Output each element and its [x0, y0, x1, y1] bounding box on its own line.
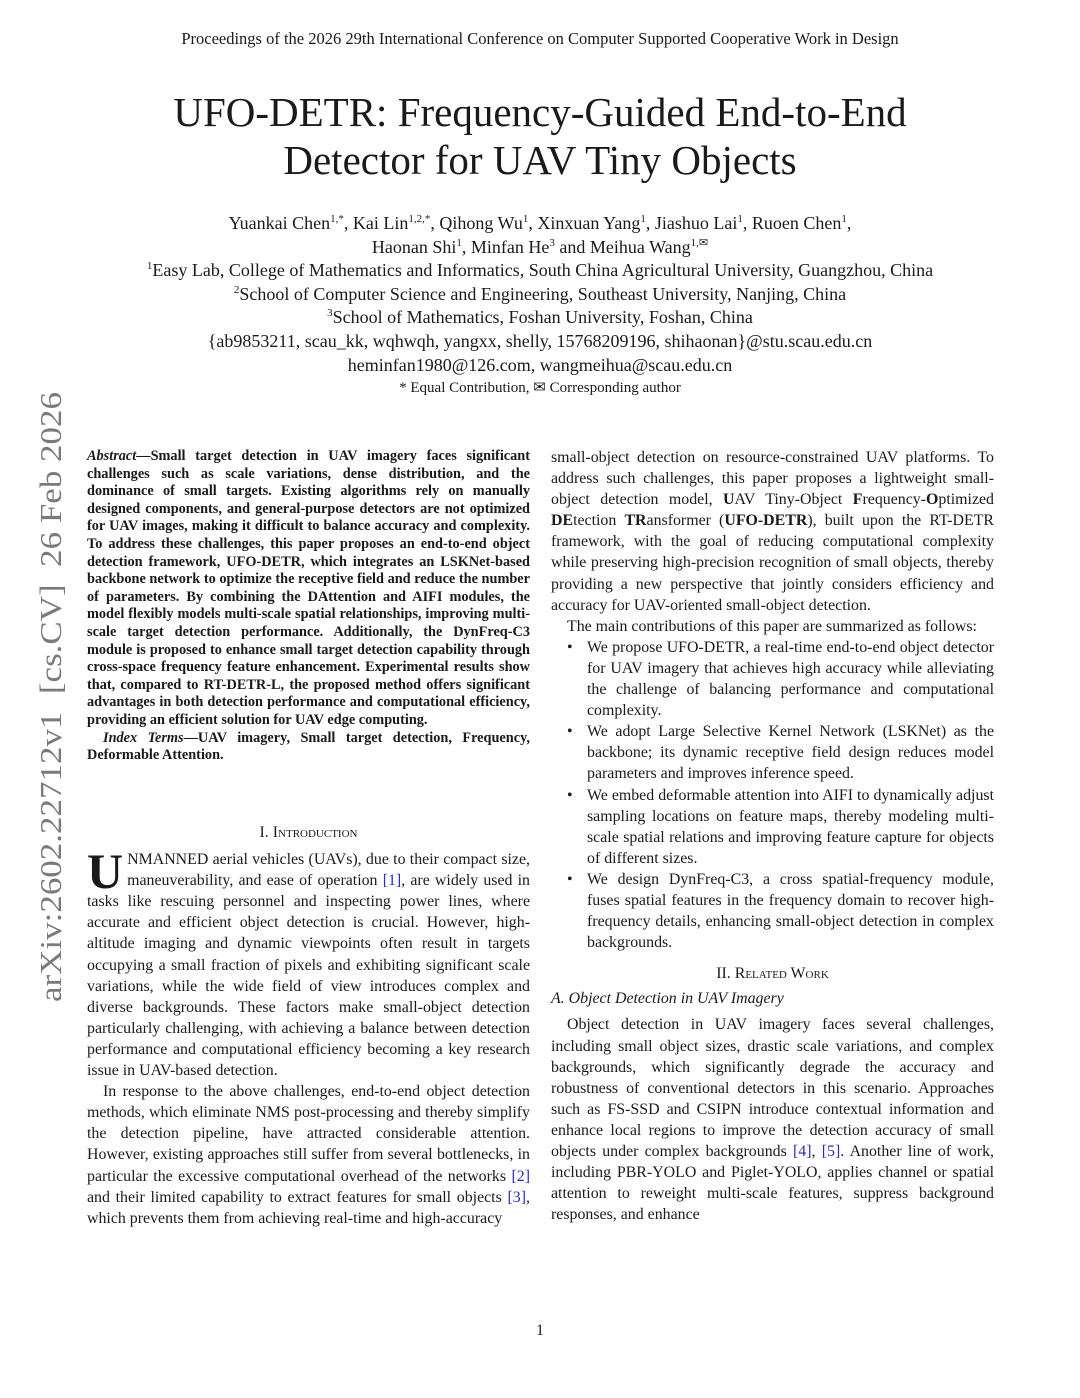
intro-paragraph-1: UNMANNED aerial vehicles (UAVs), due to their compact size, maneuverability, and ease of operation [1], are widely used in tasks like rescuing personnel and inspecting power lines, where accurate and efficient object detection is crucial. However, high-altitude imaging and dynamic viewpoints often result in targets occupying a small fraction of pixels and exhibiting significant scale variations, while the wide field of view introduces complex and diverse backgrounds. These factors make small-object detection particularly challenging, with achieving a balance between detection performance and computational efficiency becoming a key research issue in UAV-based detection. — [87, 843, 531, 1080]
author-line-1: Yuankai Chen$^{1,*}$, Kai Lin$^{1,2,*}$, Qihong Wu$^1$, Xinxuan Yang$^1$, Jiashuo Lai$^1$, Ruoen Chen$^1$, — [228, 213, 852, 233]
bullet-icon: • — [567, 870, 573, 888]
author-name: Xinxuan Yang — [537, 213, 641, 233]
author-sup: 3 — [549, 236, 555, 249]
bullet-icon: • — [567, 723, 573, 741]
arxiv-identifier: arXiv:2602.22712v1 [cs.CV] 26 Feb 2026 — [33, 461, 68, 1002]
contribution-note: * Equal Contribution, ✉ Corresponding author — [399, 380, 681, 397]
arxiv-sidebar — [30, 390, 70, 1010]
index-terms-label: Index Terms — [103, 729, 184, 746]
email-line: {ab9853211, scau_kk, wqhwqh, yangxx, shelly, 15768209196, shihaonan}@stu.scau.edu.cn — [207, 330, 873, 351]
author-sup: 1,2,* — [408, 213, 431, 225]
abstract-label: Abstract — [87, 448, 137, 464]
author-name: Haonan Shi — [371, 236, 457, 257]
list-item: • We adopt Large Selective Kernel Network (LSKNet) as the backbone; its dynamic receptive field design reduces model parameters and improves inference speed. — [567, 723, 994, 783]
citation-link[interactable]: [1] — [382, 872, 402, 890]
author-sup: 1 — [640, 213, 646, 225]
index-terms-text: —UAV imagery, Small target detection, Frequency, Deformable Attention. — [87, 729, 531, 764]
right-column — [551, 447, 994, 1225]
bullet-icon: • — [567, 638, 573, 656]
list-item: • We embed deformable attention into AIFI to dynamically adjust sampling locations on feature maps, thereby modeling multi-scale spatial relations and improving feature capture for objects of different sizes. — [567, 786, 994, 867]
abstract — [87, 448, 530, 765]
affiliation: $^1$Easy Lab, College of Mathematics and Informatics, South China Agricultural University, Guangzhou, China — [146, 260, 934, 281]
author-name: Qihong Wu — [439, 213, 523, 233]
affiliation: $^2$School of Computer Science and Engineering, Southeast University, Nanjing, China — [233, 283, 847, 304]
citation-link[interactable]: [5] — [821, 1143, 841, 1160]
section-heading: II. Related Work — [716, 965, 829, 983]
author-name: Minfan He — [470, 236, 550, 257]
affiliation: $^3$School of Mathematics, Foshan University, Foshan, China — [327, 307, 753, 328]
author-sup: 1 — [456, 236, 462, 249]
citation-link[interactable]: [4] — [792, 1143, 812, 1160]
introduction — [87, 822, 530, 1229]
intro-paragraph-2: In response to the above challenges, end-to-end object detection methods, which eliminate NMS post-processing and thereby simplify the detection pipeline, have attracted considerable attention. However, existing approaches still suffer from several bottlenecks, in particular the excessive computational overhead of the networks [2] and their limited capability to extract features for small objects [3], which prevents them from achieving real-time and high-accuracy — [87, 1083, 530, 1227]
author-sup: 1 — [841, 213, 847, 225]
author-name: Ruoen Chen — [751, 213, 842, 233]
subsection-heading: A. Object Detection in UAV Imagery — [551, 990, 784, 1008]
contribution-list — [551, 637, 994, 953]
author-name: Kai Lin — [352, 213, 409, 233]
author-sup: 1,✉ — [690, 236, 709, 249]
author-sup: 1 — [522, 213, 529, 225]
list-item: • We design DynFreq-C3, a cross spatial-frequency module, fuses spatial features in the frequency domain to recover high-frequency details, enhancing small-object detection in complex backgrounds. — [567, 870, 994, 952]
list-item: • We propose UFO-DETR, a real-time end-to-end object detector for UAV imagery that achieves high accuracy while alleviating the challenge of balancing performance and computational complexity. — [567, 638, 994, 720]
abstract-text: —Small target detection in UAV imagery faces significant challenges such as scale variations, dense distribution, and the dominance of small targets. Existing algorithms rely on manually designed components, and general-purpose detectors are not optimized for UAV images, making it difficult to balance accuracy and complexity. To address these challenges, this paper proposes an end-to-end object detection framework, UFO-DETR, which integrates an LSKNet-based backbone network to optimize the receptive field and reduce the number of parameters. By combining the DAttention and AIFI modules, the model flexibly models multi-scale spatial relationships, improving multi-scale target detection performance. Additionally, the DynFreq-C3 module is proposed to enhance small target detection capability through cross-space frequency feature enhancement. Experimental results show that, compared to RT-DETR-L, the proposed method offers significant advantages in both detection performance and computational efficiency, providing an efficient solution for UAV edge computing. — [87, 448, 530, 728]
related-work-paragraph: Object detection in UAV imagery faces several challenges, including small object sizes, drastic scale variations, and complex backgrounds, which significantly degrade the accuracy and robustness of conventional detectors in this scenario. Approaches such as FS-SSD and CSIPN introduce contextual information and enhance local regions to improve the detection accuracy of small objects under complex backgrounds [4], [5]. Another line of work, including PBR-YOLO and Piglet-YOLO, applies channel or spatial attention to reweight multi-scale features, suppress background responses, and enhance — [551, 1016, 994, 1224]
author-name: Yuankai Chen — [228, 213, 331, 233]
running-header: Proceedings of the 2026 29th International Conference on Computer Supported Cooperative Work in Design — [181, 29, 899, 48]
bullet-icon: • — [567, 786, 573, 804]
drop-cap: U — [87, 843, 124, 900]
paper-title — [60, 88, 1020, 184]
author-block — [40, 212, 1040, 401]
title-line-2: Detector for UAV Tiny Objects — [283, 137, 797, 183]
author-name: Meihua Wang — [589, 236, 691, 257]
right-paragraph-1: small-object detection on resource-constrained UAV platforms. To address such challenges, this paper proposes a lightweight small-object detection model, UAV Tiny-Object Frequency-Optimized DEtection TRansformer (UFO-DETR), built upon the RT-DETR framework, with the goal of reducing computational complexity while preserving high-precision recognition of small objects, thereby providing a new perspective that jointly considers efficiency and accuracy for UAV-oriented small-object detection. — [551, 449, 995, 614]
right-paragraph-2: The main contributions of this paper are summarized as follows: — [567, 617, 977, 635]
citation-link[interactable]: [2] — [511, 1167, 530, 1185]
page-number: 1 — [536, 1322, 544, 1339]
title-line-1: UFO-DETR: Frequency-Guided End-to-End — [173, 89, 907, 135]
author-line-2: Haonan Shi$^1$, Minfan He$^3$ and Meihua Wang$^{1,✉}$ — [371, 236, 709, 257]
section-heading: I. Introduction — [259, 824, 358, 841]
author-name: Jiashuo Lai — [654, 213, 738, 233]
author-sup: 1,* — [330, 213, 344, 225]
email-line: heminfan1980@126.com, wangmeihua@scau.edu.cn — [347, 354, 733, 375]
citation-link[interactable]: [3] — [507, 1188, 527, 1206]
author-sup: 1 — [737, 213, 743, 225]
